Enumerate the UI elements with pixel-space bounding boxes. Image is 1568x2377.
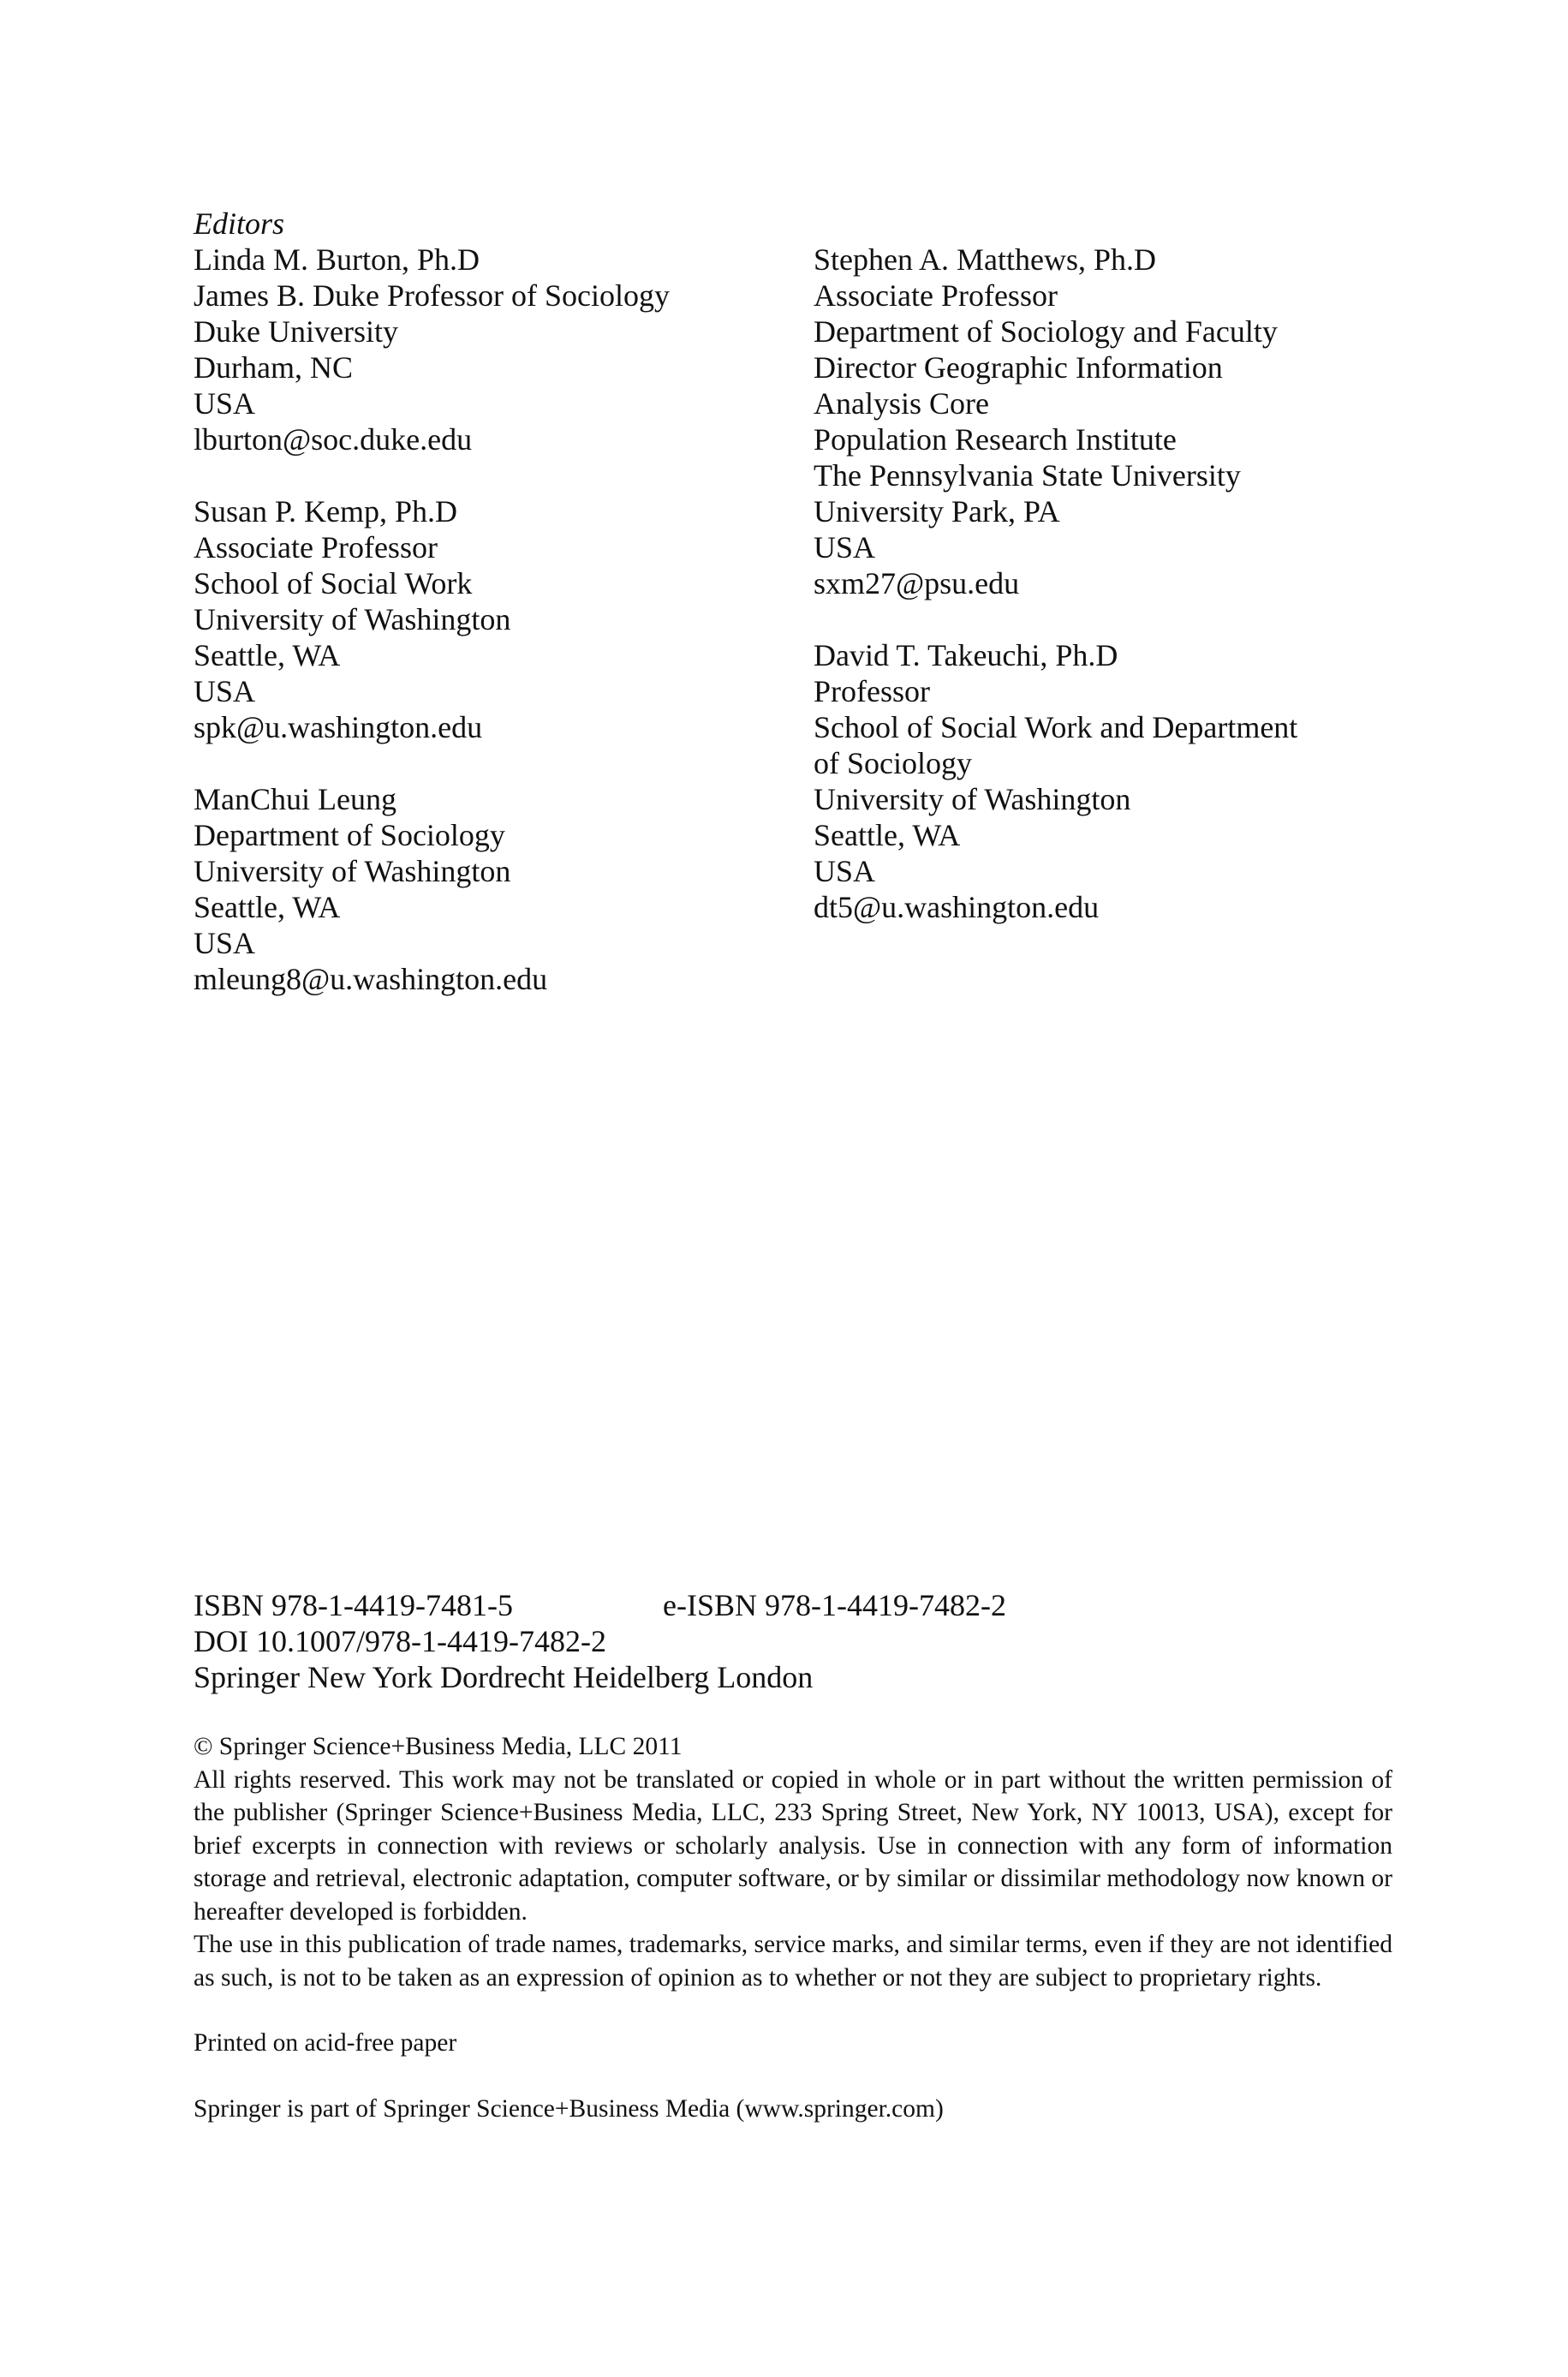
editor-affiliation: Analysis Core: [814, 386, 989, 421]
editor-city: University Park, PA: [814, 494, 1060, 529]
editor-name: David T. Takeuchi, Ph.D: [814, 638, 1118, 672]
acid-free-paper-note: Printed on acid-free paper: [194, 2029, 457, 2057]
editors-left-column: [194, 206, 742, 1033]
editor-entry: [194, 781, 742, 997]
editor-affiliation: School of Social Work and Department: [814, 710, 1298, 744]
editor-city: Durham, NC: [194, 350, 353, 385]
editor-entry: [814, 242, 1413, 601]
editor-country: USA: [194, 926, 256, 960]
editor-name: ManChui Leung: [194, 782, 396, 816]
editor-email: spk@u.washington.edu: [194, 710, 483, 744]
editor-city: Seattle, WA: [194, 638, 341, 672]
editors-heading: Editors: [194, 206, 285, 241]
editor-entry: [194, 493, 742, 745]
editor-email: lburton@soc.duke.edu: [194, 422, 473, 457]
publication-info: [194, 1587, 1392, 1695]
editor-affiliation: Department of Sociology and Faculty: [814, 314, 1278, 349]
editor-affiliation: Department of Sociology: [194, 818, 505, 852]
editor-country: USA: [814, 530, 876, 564]
editor-title: Associate Professor: [194, 530, 438, 564]
editor-country: USA: [814, 854, 876, 888]
springer-part-note: Springer is part of Springer Science+Business Media (www.springer.com): [194, 2094, 944, 2123]
publisher-locations: Springer New York Dordrecht Heidelberg London: [194, 1660, 814, 1694]
editor-affiliation: School of Social Work: [194, 566, 473, 600]
legal-notice: [194, 1730, 1392, 2125]
editor-email: sxm27@psu.edu: [814, 566, 1020, 600]
editor-name: Stephen A. Matthews, Ph.D: [814, 242, 1156, 277]
editor-affiliation: University of Washington: [194, 602, 511, 636]
doi: DOI 10.1007/978-1-4419-7482-2: [194, 1624, 606, 1658]
editor-city: Seattle, WA: [194, 890, 341, 924]
editor-affiliation: University of Washington: [194, 854, 511, 888]
editor-affiliation: The Pennsylvania State University: [814, 458, 1241, 493]
editor-country: USA: [194, 386, 256, 421]
rights-paragraph: All rights reserved. This work may not be translated or copied in whole or in part without the written permission of the publisher (Springer Science+Business Media, LLC, 233 Spring Street, New York, NY 10013, USA), except for brief excerpts in connection with reviews or scholarly analysis. Use in connection with any form of information storage and retrieval, electronic adaptation, computer software, or by similar or dissimilar methodology now known or hereafter developed is forbidden.: [194, 1765, 1392, 1926]
copyright-line: © Springer Science+Business Media, LLC 2011: [194, 1733, 683, 1760]
editor-affiliation: of Sociology: [814, 746, 972, 780]
editor-city: Seattle, WA: [814, 818, 961, 852]
editor-affiliation: Director Geographic Information: [814, 350, 1223, 385]
editor-name: Susan P. Kemp, Ph.D: [194, 494, 458, 529]
editor-email: mleung8@u.washington.edu: [194, 962, 548, 996]
isbn-row: [194, 1587, 1392, 1623]
editor-country: USA: [194, 674, 256, 708]
editor-title: Professor: [814, 674, 930, 708]
editor-title: James B. Duke Professor of Sociology: [194, 278, 670, 313]
editor-name: Linda M. Burton, Ph.D: [194, 242, 480, 277]
editor-entry: [814, 637, 1413, 925]
trademarks-paragraph: The use in this publication of trade names, trademarks, service marks, and similar terms, even if they are not identified as such, is not to be taken as an expression of opinion as to whether or not they are subject to proprietary rights.: [194, 1931, 1392, 1992]
editor-title: Associate Professor: [814, 278, 1058, 313]
editor-affiliation: Population Research Institute: [814, 422, 1177, 457]
editor-affiliation: University of Washington: [814, 782, 1131, 816]
editor-entry: [194, 242, 742, 457]
editor-email: dt5@u.washington.edu: [814, 890, 1100, 924]
editor-affiliation: Duke University: [194, 314, 398, 349]
isbn: ISBN 978-1-4419-7481-5: [194, 1588, 513, 1622]
e-isbn: e-ISBN 978-1-4419-7482-2: [663, 1588, 1006, 1622]
editors-right-column: [814, 242, 1413, 961]
